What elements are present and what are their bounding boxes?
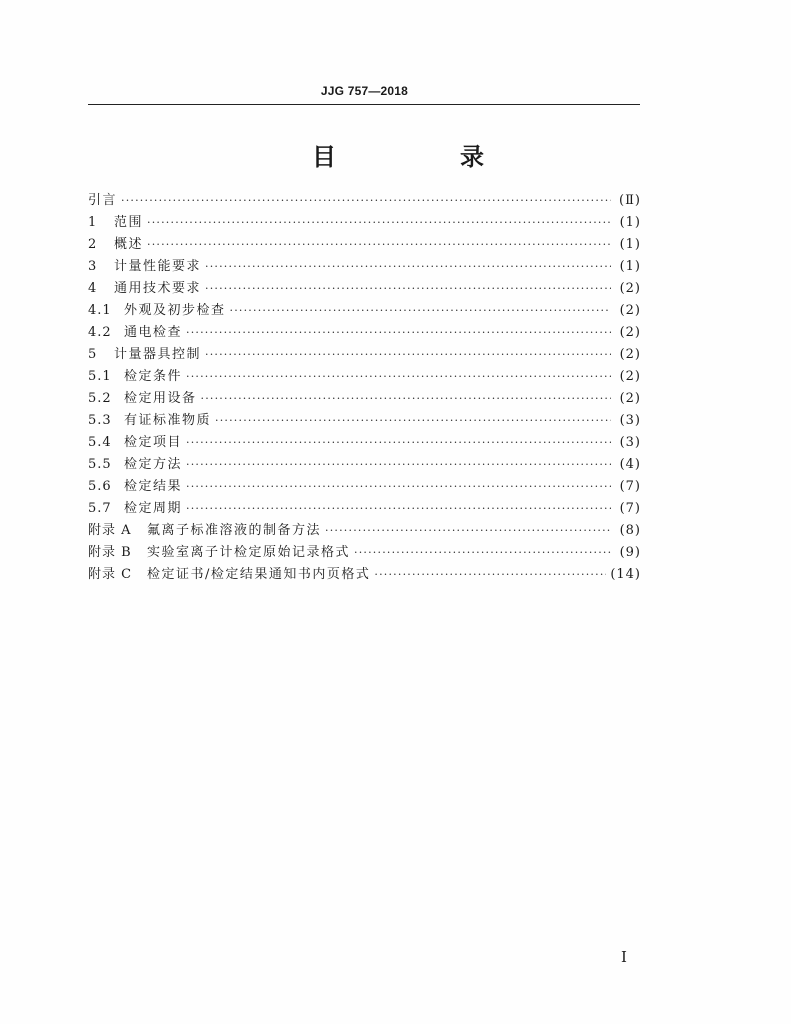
toc-entry-page: (2): [619, 303, 641, 318]
toc-leader-dots: [374, 568, 606, 581]
toc-entry-title: 有证标准物质: [124, 413, 212, 428]
toc-entry[interactable]: [88, 321, 641, 343]
toc-entry-page: (3): [619, 435, 641, 450]
toc-entry-page: (1): [619, 259, 641, 274]
toc-entry-number: 5: [88, 347, 98, 362]
standard-code-header: JJG 757—2018: [320, 84, 409, 98]
toc-leader-dots: [215, 414, 611, 427]
toc-entry-number: 附录 A: [88, 523, 132, 538]
toc-entry-page: (8): [619, 523, 641, 538]
toc-entry-title: 外观及初步检查: [124, 303, 226, 318]
toc-leader-dots: [354, 546, 611, 559]
toc-leader-dots: [147, 238, 611, 251]
toc-entry-page: (2): [619, 347, 641, 362]
toc-entry[interactable]: [88, 563, 641, 585]
toc-entry-page: (3): [619, 413, 641, 428]
toc-entry[interactable]: [88, 409, 641, 431]
toc-entry-number: 5.1: [88, 369, 112, 384]
toc-title: 目 录: [312, 143, 534, 171]
toc-entry-number: 5.5: [88, 457, 112, 472]
toc-leader-dots: [186, 326, 611, 339]
toc-entry-title: 概述: [114, 237, 144, 252]
toc-entry-page: (1): [619, 215, 641, 230]
toc-leader-dots: [230, 304, 611, 317]
toc-entry-number: 2: [88, 237, 98, 252]
toc-leader-dots: [186, 370, 611, 383]
table-of-contents: [88, 189, 641, 585]
toc-entry-title: 计量器具控制: [114, 347, 202, 362]
toc-entry-page: (7): [619, 479, 641, 494]
toc-entry-page: (2): [619, 391, 641, 406]
toc-leader-dots: [186, 458, 611, 471]
toc-entry[interactable]: [88, 541, 641, 563]
toc-entry-number: 5.7: [88, 501, 112, 516]
toc-entry-number: 1: [88, 215, 98, 230]
toc-leader-dots: [186, 480, 611, 493]
toc-leader-dots: [205, 282, 611, 295]
toc-entry[interactable]: [88, 497, 641, 519]
toc-leader-dots: [147, 216, 611, 229]
toc-leader-dots: [325, 524, 611, 537]
toc-entry-title: 范围: [114, 215, 144, 230]
toc-entry-number: 5.6: [88, 479, 112, 494]
toc-entry-title: 氟离子标准溶液的制备方法: [147, 523, 322, 538]
toc-entry[interactable]: [88, 189, 641, 211]
toc-entry[interactable]: [88, 475, 641, 497]
page-number: I: [621, 948, 627, 966]
toc-entry[interactable]: [88, 211, 641, 233]
toc-entry-page: (Ⅱ): [619, 193, 641, 208]
toc-entry-title: 实验室离子计检定原始记录格式: [147, 545, 351, 560]
toc-leader-dots: [205, 260, 611, 273]
toc-entry[interactable]: [88, 519, 641, 541]
toc-entry[interactable]: [88, 255, 641, 277]
toc-entry-number: 3: [88, 259, 98, 274]
toc-leader-dots: [201, 392, 611, 405]
toc-entry-page: (14): [610, 567, 641, 582]
toc-entry-title: 检定用设备: [124, 391, 197, 406]
toc-entry-page: (2): [619, 369, 641, 384]
toc-entry-title: 检定周期: [124, 501, 183, 516]
toc-entry-title: 引言: [88, 193, 118, 208]
toc-entry-number: 附录 B: [88, 545, 132, 560]
toc-leader-dots: [121, 194, 611, 207]
toc-leader-dots: [205, 348, 611, 361]
toc-entry-title: 通电检查: [124, 325, 183, 340]
toc-entry-number: 5.4: [88, 435, 112, 450]
toc-entry-page: (2): [619, 281, 641, 296]
toc-entry-title: 计量性能要求: [114, 259, 202, 274]
toc-entry-page: (4): [619, 457, 641, 472]
toc-leader-dots: [186, 436, 611, 449]
toc-entry[interactable]: [88, 277, 641, 299]
toc-entry-title: 检定证书/检定结果通知书内页格式: [147, 567, 371, 582]
toc-entry-title: 检定条件: [124, 369, 183, 384]
toc-entry-title: 通用技术要求: [114, 281, 202, 296]
toc-leader-dots: [186, 502, 611, 515]
toc-entry[interactable]: [88, 431, 641, 453]
toc-entry-title: 检定项目: [124, 435, 183, 450]
toc-entry-number: 4: [88, 281, 98, 296]
toc-entry-number: 5.3: [88, 413, 112, 428]
toc-entry-page: (1): [619, 237, 641, 252]
toc-entry-number: 4.2: [88, 325, 112, 340]
toc-entry[interactable]: [88, 387, 641, 409]
toc-entry-number: 附录 C: [88, 567, 133, 582]
toc-entry-title: 检定结果: [124, 479, 183, 494]
toc-entry-number: 4.1: [88, 303, 112, 318]
toc-entry-number: 5.2: [88, 391, 112, 406]
toc-entry[interactable]: [88, 343, 641, 365]
toc-entry[interactable]: [88, 365, 641, 387]
toc-entry[interactable]: [88, 299, 641, 321]
toc-entry-page: (9): [619, 545, 641, 560]
toc-entry[interactable]: [88, 453, 641, 475]
header-rule: [88, 104, 640, 105]
toc-entry-page: (2): [619, 325, 641, 340]
toc-entry[interactable]: [88, 233, 641, 255]
toc-entry-title: 检定方法: [124, 457, 183, 472]
toc-entry-page: (7): [619, 501, 641, 516]
